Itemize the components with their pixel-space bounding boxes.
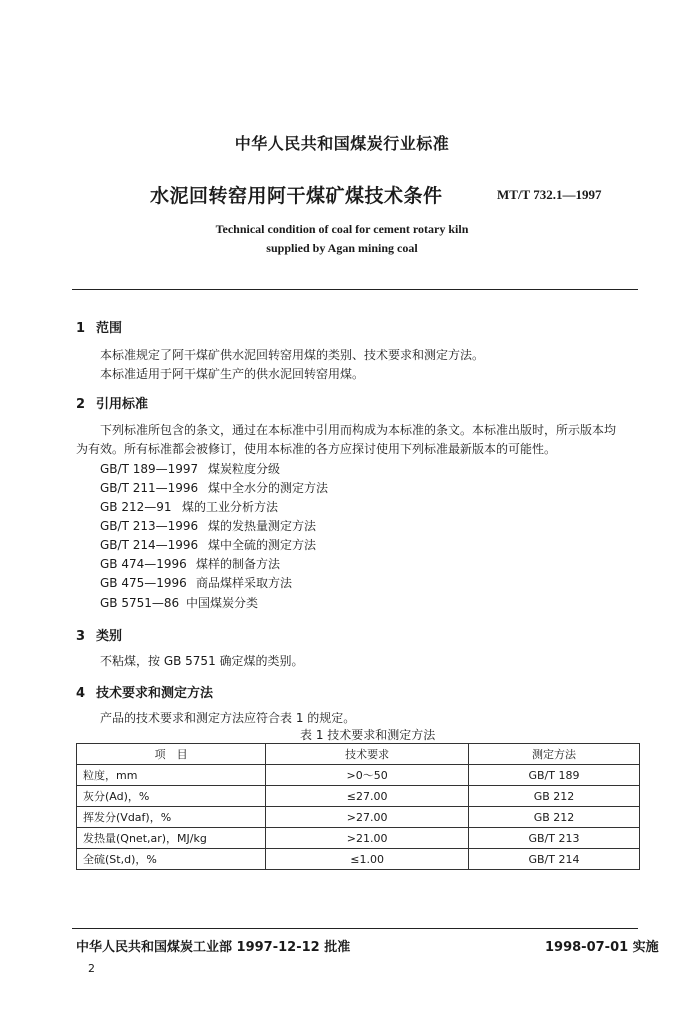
reference-code: GB 475—1996 [100, 576, 187, 590]
document-title-chinese: 水泥回转窑用阿干煤矿煤技术条件 [150, 185, 443, 207]
table-cell: GB 212 [468, 786, 639, 807]
table-caption: 表 1 技术要求和测定方法 [300, 728, 436, 742]
page-number: 2 [88, 962, 95, 975]
section-2-title: 引用标准 [96, 397, 149, 412]
approval-line: 中华人民共和国煤炭工业部 1997-12-12 批准 [76, 940, 351, 955]
table-cell: ≤27.00 [266, 786, 469, 807]
table-row [77, 765, 640, 786]
table-cell: GB/T 213 [468, 828, 639, 849]
reference-title: 煤炭粒度分级 [208, 462, 281, 476]
section-4-number: 4 [76, 686, 86, 701]
reference-title: 煤的工业分析方法 [182, 500, 279, 514]
table-header-cell: 测定方法 [468, 744, 639, 765]
table-cell: >0～50 [266, 765, 469, 786]
table-cell: 粒度，mm [77, 765, 266, 786]
reference-title: 煤中全水分的测定方法 [208, 481, 329, 495]
section-4-title: 技术要求和测定方法 [96, 686, 214, 701]
reference-code: GB/T 213—1996 [100, 519, 199, 533]
reference-title: 煤的发热量测定方法 [208, 519, 317, 533]
document-title-english-line1: Technical condition of coal for cement rotary kiln [215, 222, 469, 236]
section-1-paragraph-1: 本标准规定了阿干煤矿供水泥回转窑用煤的类别、技术要求和测定方法。 [100, 348, 485, 362]
section-4-heading [76, 682, 213, 701]
section-3-heading [76, 625, 122, 644]
reference-item [100, 574, 292, 591]
table-cell: 灰分(Ad)，% [77, 786, 266, 807]
table-cell: GB/T 189 [468, 765, 639, 786]
section-4-paragraph-1: 产品的技术要求和测定方法应符合表 1 的规定。 [100, 711, 356, 725]
header-divider [72, 289, 638, 290]
reference-item [100, 536, 316, 553]
reference-item [100, 460, 280, 477]
table-row [77, 807, 640, 828]
table-row [77, 849, 640, 870]
section-3-paragraph-1: 不粘煤，按 GB 5751 确定煤的类别。 [100, 654, 304, 668]
document-title-english-line2: supplied by Agan mining coal [266, 241, 418, 255]
section-1-title: 范围 [96, 321, 123, 336]
reference-code: GB/T 189—1997 [100, 462, 199, 476]
section-2-paragraph-line2: 为有效。所有标准都会被修订，使用本标准的各方应探讨使用下列标准最新版本的可能性。 [76, 442, 557, 456]
footer-divider [72, 928, 638, 929]
industry-standard-label: 中华人民共和国煤炭行业标准 [234, 134, 450, 153]
technical-requirements-table [76, 743, 640, 870]
table-cell: 发热量(Qnet,ar)，MJ/kg [77, 828, 266, 849]
table-cell: >27.00 [266, 807, 469, 828]
reference-title: 煤中全硫的测定方法 [208, 538, 317, 552]
table-cell: >21.00 [266, 828, 469, 849]
table-header-row [77, 744, 640, 765]
section-2-number: 2 [76, 397, 86, 412]
implementation-date: 1998-07-01 实施 [545, 940, 659, 955]
reference-code: GB/T 214—1996 [100, 538, 199, 552]
reference-title: 煤样的制备方法 [196, 557, 281, 571]
section-3-number: 3 [76, 629, 86, 644]
table-row [77, 828, 640, 849]
table-cell: GB 212 [468, 807, 639, 828]
reference-item [100, 594, 258, 611]
reference-item [100, 479, 328, 496]
table-header-cell: 项 目 [77, 744, 266, 765]
reference-code: GB 212—91 [100, 500, 172, 514]
reference-item [100, 498, 278, 515]
section-1-heading [76, 317, 122, 336]
section-3-title: 类别 [96, 629, 123, 644]
reference-code: GB 5751—86 [100, 596, 180, 610]
section-1-paragraph-2: 本标准适用于阿干煤矿生产的供水泥回转窑用煤。 [100, 367, 365, 381]
table-cell: GB/T 214 [468, 849, 639, 870]
reference-title: 商品煤样采取方法 [196, 576, 293, 590]
reference-code: GB/T 211—1996 [100, 481, 199, 495]
table-cell: ≤1.00 [266, 849, 469, 870]
reference-code: GB 474—1996 [100, 557, 187, 571]
section-2-paragraph-line1: 下列标准所包含的条文，通过在本标准中引用而构成为本标准的条文。本标准出版时，所示版本均 [100, 423, 617, 437]
section-1-number: 1 [76, 321, 86, 336]
reference-title: 中国煤炭分类 [186, 596, 259, 610]
reference-item [100, 517, 316, 534]
table-row [77, 786, 640, 807]
table-cell: 全硫(St,d)，% [77, 849, 266, 870]
standard-code: MT/T 732.1—1997 [497, 187, 602, 202]
table-header-cell: 技术要求 [266, 744, 469, 765]
table-cell: 挥发分(Vdaf)，% [77, 807, 266, 828]
section-2-heading [76, 393, 148, 412]
reference-item [100, 555, 280, 572]
